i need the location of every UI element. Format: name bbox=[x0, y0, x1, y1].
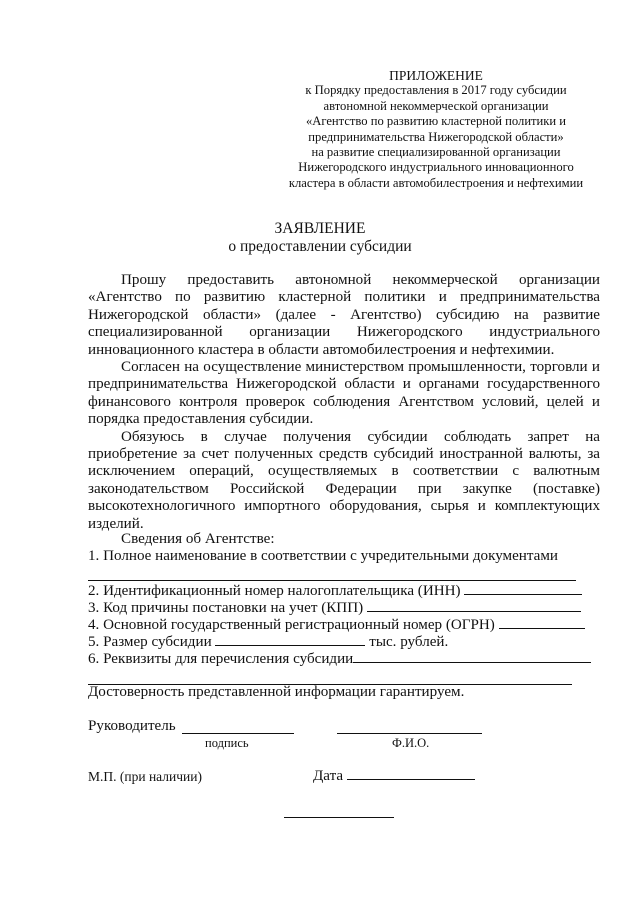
appendix-line: к Порядку предоставления в 2017 году субсидии bbox=[305, 83, 567, 98]
field-subsidy-label: 5. Размер субсидии bbox=[88, 634, 212, 650]
appendix-line: на развитие специализированной организации bbox=[311, 145, 561, 160]
document-title: ЗАЯВЛЕНИЕ bbox=[274, 220, 366, 237]
signature-caption: подпись bbox=[205, 736, 249, 750]
paragraph-consent: Согласен на осуществление министерством промышленности, торговли и предпринимательства Нижегородской области и органами государственного финансового контроля проверок соблюдения Агентством условий, целей и порядка предоставления субсидии. bbox=[88, 359, 600, 428]
appendix-header bbox=[276, 68, 596, 191]
field-subsidy-unit: тыс. рублей. bbox=[369, 634, 449, 650]
head-label: Руководитель bbox=[88, 718, 176, 734]
appendix-line: автономной некоммерческой организации bbox=[323, 98, 549, 113]
document-subtitle: о предоставлении субсидии bbox=[228, 238, 412, 255]
date-line[interactable] bbox=[347, 767, 475, 780]
field-ogrn-label: 4. Основной государственный регистрационный номер (ОГРН) bbox=[88, 617, 495, 633]
paragraph-obligation: Обязуюсь в случае получения субсидии соблюдать запрет на приобретение за счет полученных средств субсидий иностранной валюты, за исключением операций, осуществляемых в соответствии с валютным законодательством Российской Федерации при закупке (поставке) высокотехнологичного импортного оборудования, сырья и комплектующих изделий. bbox=[88, 428, 600, 532]
field-full-name-label: 1. Полное наименование в соответствии с учредительными документами bbox=[88, 548, 558, 564]
stamp-label: М.П. (при наличии) bbox=[88, 769, 202, 784]
field-inn-line[interactable] bbox=[464, 582, 582, 595]
bottom-rule bbox=[284, 817, 394, 818]
field-bank-details bbox=[88, 650, 591, 668]
date-field bbox=[313, 767, 475, 785]
signature-line[interactable] bbox=[182, 733, 294, 734]
appendix-line: «Агентство по развитию кластерной политики и bbox=[305, 114, 567, 129]
appendix-line: Нижегородского индустриального инновационного bbox=[298, 160, 574, 175]
paragraph-request: Прошу предоставить автономной некоммерческой организации «Агентство по развитию кластерной политики и предпринимательства Нижегородской области» (далее - Агентство) субсидию на развитие специализированной организации Нижегородского индустриального инновационного кластера в области автомобилестроения и нефтехимии. bbox=[88, 272, 600, 358]
appendix-line: кластера в области автомобилестроения и нефтехимии bbox=[288, 175, 584, 190]
field-full-name-line[interactable] bbox=[88, 580, 576, 581]
guarantee-text: Достоверность представленной информации гарантируем. bbox=[88, 684, 465, 700]
field-kpp-label: 3. Код причины постановки на учет (КПП) bbox=[88, 600, 364, 616]
field-ogrn bbox=[88, 616, 585, 634]
date-label: Дата bbox=[313, 768, 344, 784]
agency-info-title: Сведения об Агентстве: bbox=[121, 531, 275, 547]
field-ogrn-line[interactable] bbox=[499, 616, 585, 629]
full-name-caption: Ф.И.О. bbox=[392, 736, 430, 750]
appendix-line: предпринимательства Нижегородской области» bbox=[308, 129, 564, 144]
field-subsidy-amount bbox=[88, 633, 448, 651]
field-kpp bbox=[88, 599, 581, 617]
statement-body bbox=[88, 272, 600, 533]
field-inn bbox=[88, 582, 582, 600]
field-bank-details-line[interactable] bbox=[353, 650, 591, 663]
appendix-title: ПРИЛОЖЕНИЕ bbox=[389, 68, 483, 83]
full-name-line[interactable] bbox=[337, 733, 482, 734]
field-kpp-line[interactable] bbox=[367, 599, 581, 612]
field-inn-label: 2. Идентификационный номер налогоплательщика (ИНН) bbox=[88, 583, 461, 599]
field-bank-details-label: 6. Реквизиты для перечисления субсидии bbox=[88, 651, 354, 667]
field-subsidy-line[interactable] bbox=[215, 633, 365, 646]
